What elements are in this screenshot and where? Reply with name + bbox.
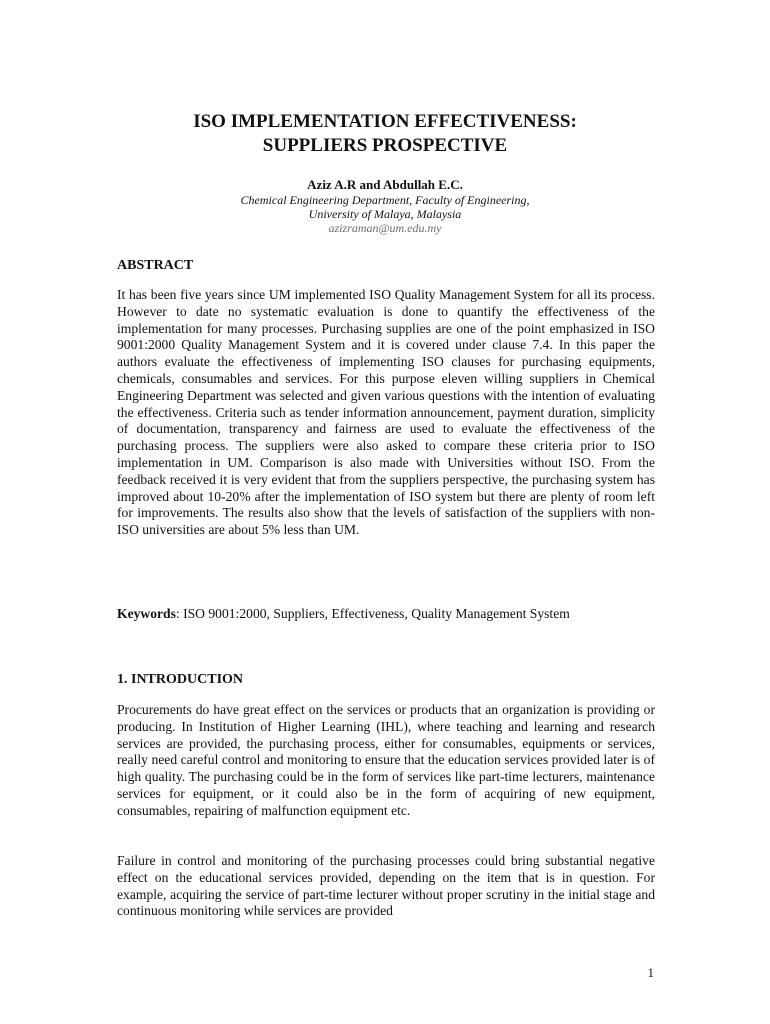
affiliation-line-2: University of Malaya, Malaysia [308,207,462,221]
introduction-paragraph-1: Procurements do have great effect on the services or products that an organization is providing or producing. In Institution of Higher Learning (IHL), where teaching and learning and research services are provided, the purchasing process, either for consumables, equipments or services, really need careful control and monitoring to ensure that the education services provided later is of high quality. The purchasing could be in the form of services like part-time lecturers, maintenance services for equipment, or it could also be in the form of acquiring of new equipment, consumables, repairing of malfunction equipment etc. [117,702,655,818]
paper-title [0,110,770,158]
title-line-2: SUPPLIERS PROSPECTIVE [262,135,508,156]
introduction-heading: 1. INTRODUCTION [117,672,244,687]
keywords-label: Keywords [117,606,176,621]
keywords-line [117,605,570,622]
introduction-paragraph-2: Failure in control and monitoring of the purchasing processes could bring substantial negative effect on the educational services provided, depending on the item that is in question. For example, acquiring the service of part-time lecturer without proper scrutiny in the initial stage and continuous monitoring while services are provided [117,853,655,919]
page-number: 1 [647,965,654,980]
title-line-1: ISO IMPLEMENTATION EFFECTIVENESS: [193,111,577,132]
keywords-text: : ISO 9001:2000, Suppliers, Effectiveness, Quality Management System [175,606,570,621]
abstract-heading: ABSTRACT [117,258,194,273]
authors: Aziz A.R and Abdullah E.C. [307,177,463,192]
author-email: azizraman@um.edu.my [328,221,442,235]
affiliation-line-1: Chemical Engineering Department, Faculty of Engineering, [240,193,530,207]
abstract-text: It has been five years since UM implemented ISO Quality Management System for all its process. However to date no systematic evaluation is done to quantify the effectiveness of the implementation for many processes. Purchasing supplies are one of the point emphasized in ISO 9001:2000 Quality Management System and it is covered under clause 7.4. In this paper the authors evaluate the effectiveness of implementing ISO clauses for purchasing equipments, chemicals, consumables and services. For this purpose eleven willing suppliers in Chemical Engineering Department was selected and given various questions with the intention of evaluating the effectiveness. Criteria such as tender information announcement, payment duration, simplicity of documentation, transparency and fairness are used to evaluate the effectiveness of the purchasing process. The suppliers were also asked to compare these criteria prior to ISO implementation in UM. Comparison is also made with Universities without ISO. From the feedback received it is very evident that from the suppliers perspective, the purchasing system has improved about 10-20% after the implementation of ISO system but there are plenty of room left for improvements. The results also show that the levels of satisfaction of the suppliers with non-ISO universities are about 5% less than UM. [117,287,655,538]
